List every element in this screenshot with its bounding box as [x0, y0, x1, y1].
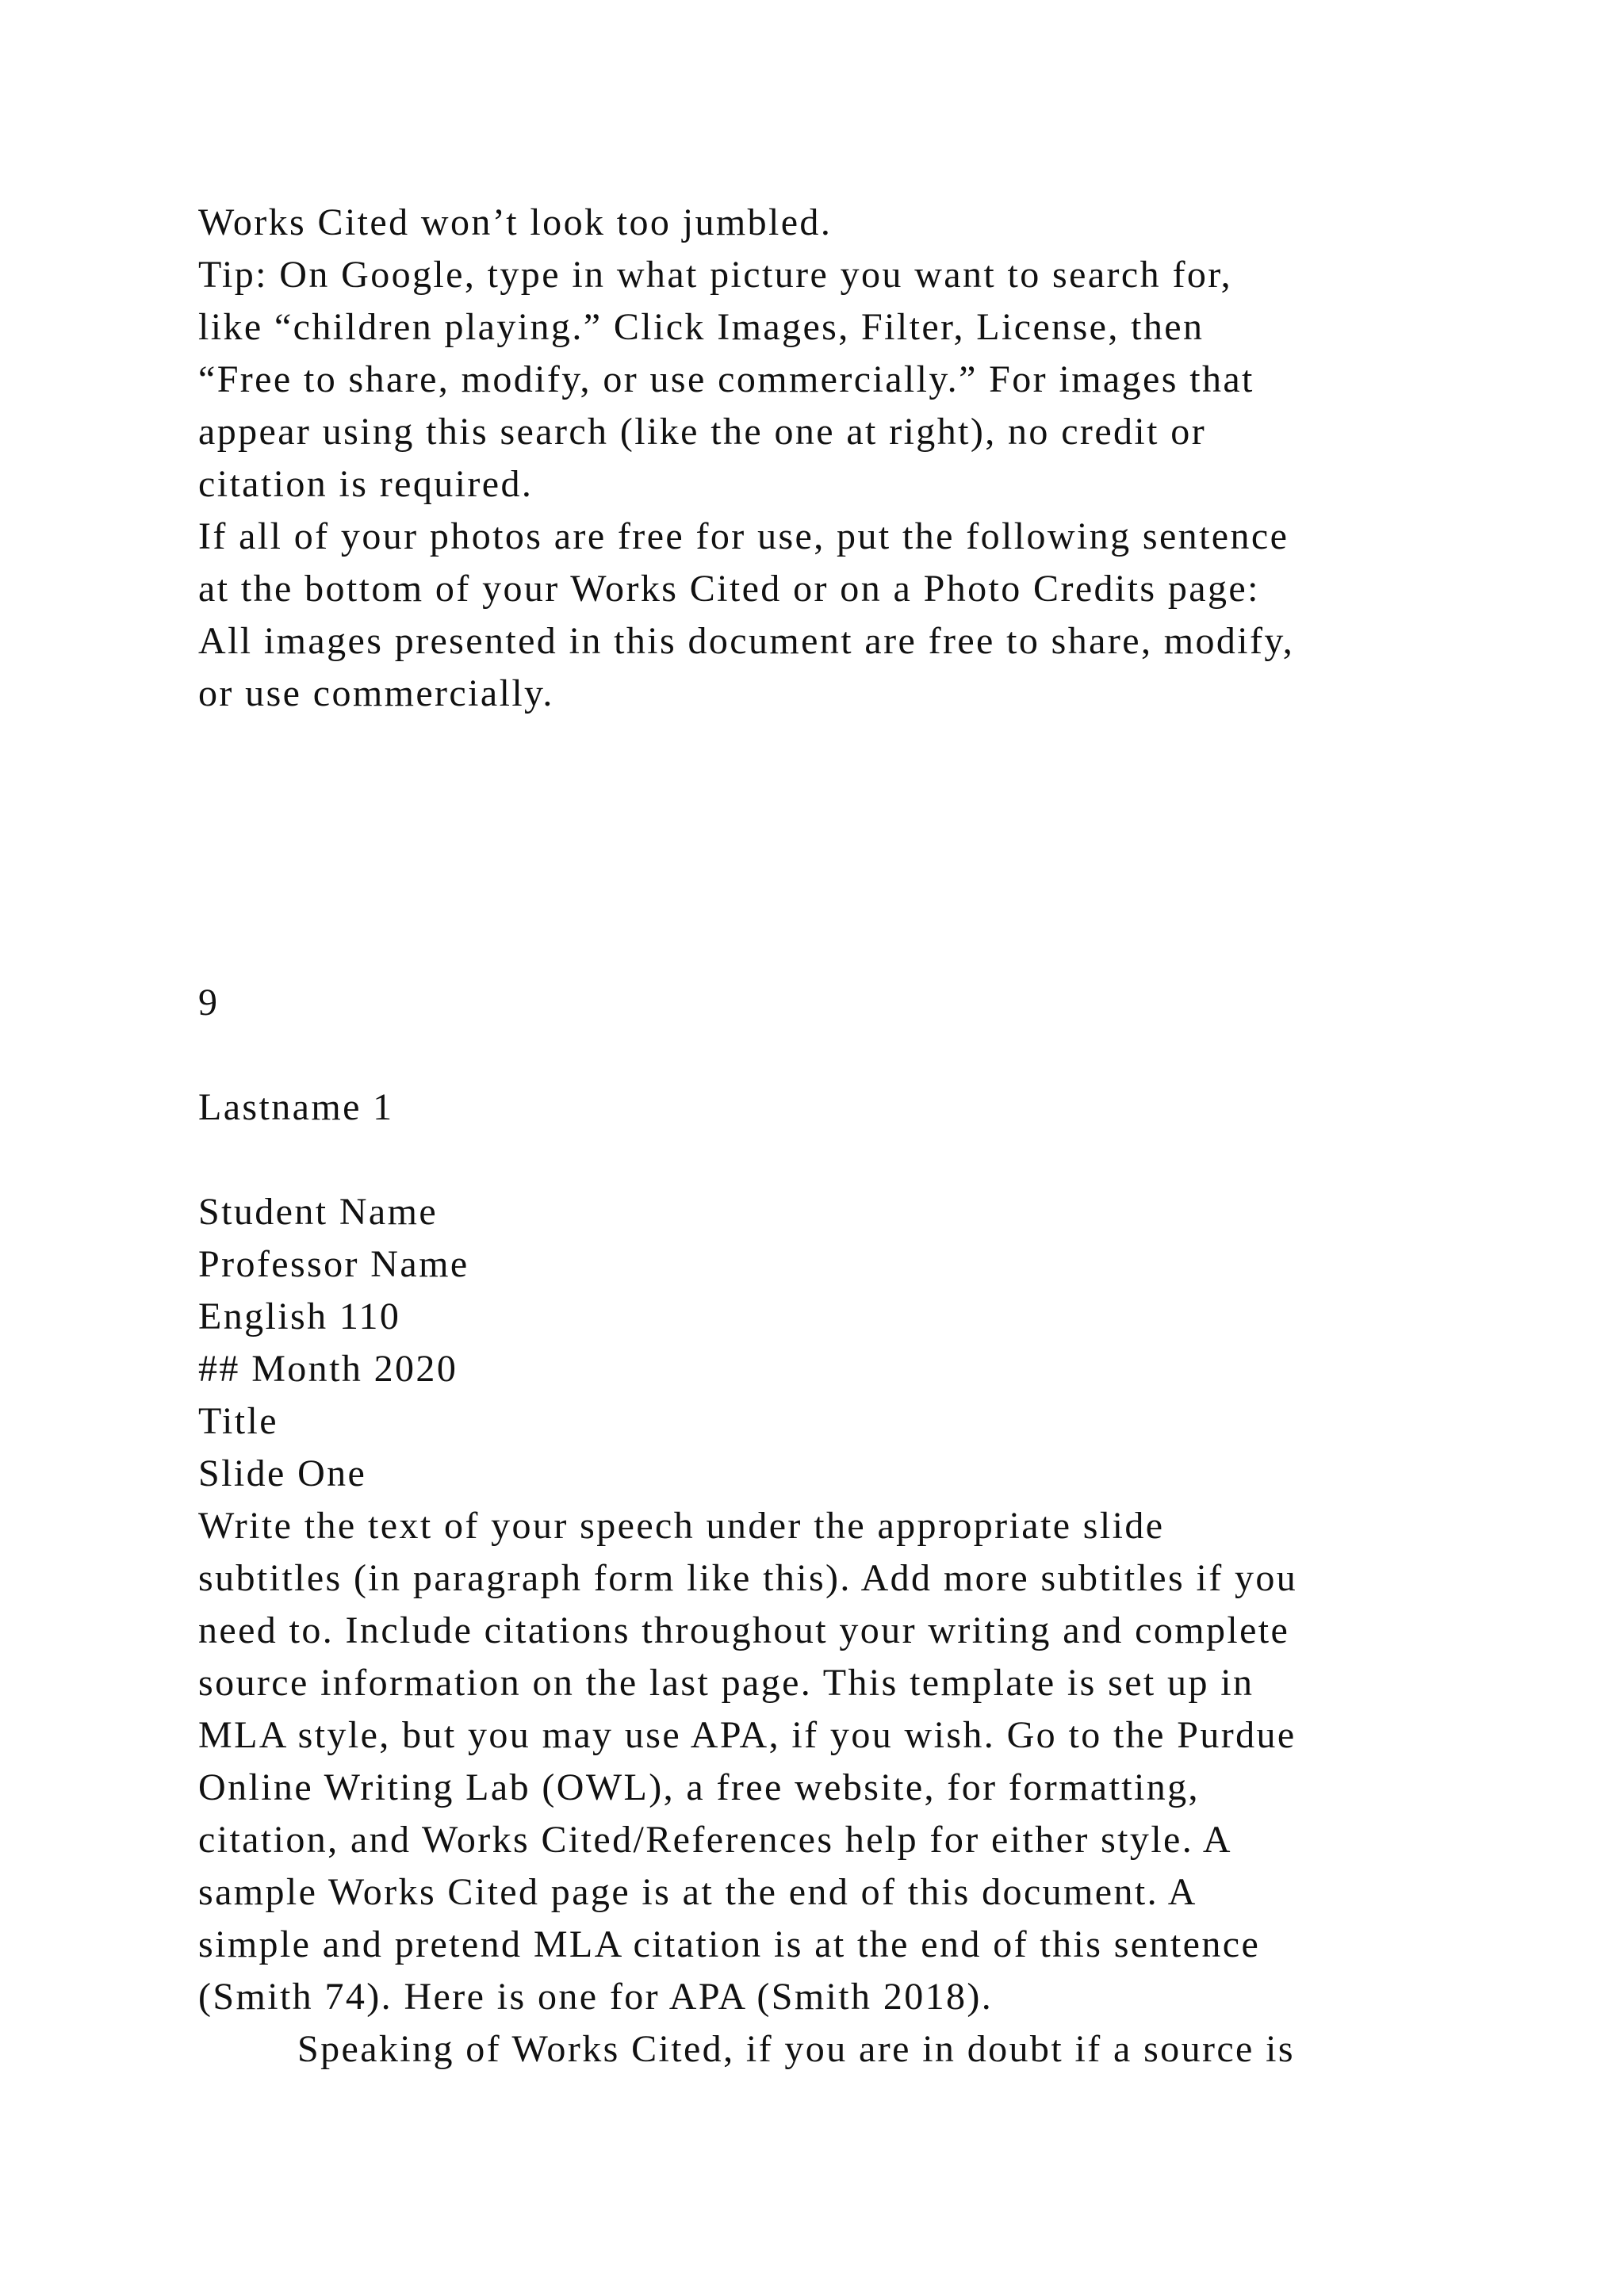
text-line: Works Cited won’t look too jumbled.	[198, 201, 833, 243]
body-line: Online Writing Lab (OWL), a free website, for formatting,	[198, 1766, 1200, 1808]
date-line: ## Month 2020	[198, 1348, 458, 1390]
text-line: like “children playing.” Click Images, Filter, License, then	[198, 306, 1205, 348]
document-title: Title	[198, 1400, 278, 1442]
body-line: Write the text of your speech under the appropriate slide	[198, 1505, 1165, 1547]
page-number: 9	[198, 982, 220, 1024]
header-section	[198, 1081, 1546, 1134]
text-line: at the bottom of your Works Cited or on a Photo Credits page:	[198, 568, 1260, 610]
body-line: MLA style, but you may use APA, if you wish. Go to the Purdue	[198, 1714, 1297, 1756]
text-line: All images presented in this document are free to share, modify,	[198, 620, 1295, 662]
page-number-section	[198, 977, 1546, 1029]
text-line: Tip: On Google, type in what picture you want to search for,	[198, 254, 1233, 296]
course-name: English 110	[198, 1295, 401, 1337]
body-line-indented: Speaking of Works Cited, if you are in doubt if a source is	[297, 2028, 1295, 2070]
text-line: or use commercially.	[198, 672, 554, 714]
body-section	[198, 1186, 1546, 2076]
text-line: If all of your photos are free for use, put the following sentence	[198, 515, 1289, 557]
body-line: source information on the last page. This template is set up in	[198, 1662, 1254, 1704]
running-header: Lastname 1	[198, 1086, 394, 1128]
text-line: “Free to share, modify, or use commercially.” For images that	[198, 358, 1254, 400]
professor-name: Professor Name	[198, 1243, 469, 1285]
body-line: (Smith 74). Here is one for APA (Smith 2018).	[198, 1976, 994, 2018]
student-name: Student Name	[198, 1191, 439, 1233]
text-line: citation is required.	[198, 463, 534, 505]
body-line: need to. Include citations throughout your writing and complete	[198, 1609, 1290, 1651]
body-line: subtitles (in paragraph form like this). Add more subtitles if you	[198, 1557, 1298, 1599]
text-line: appear using this search (like the one at right), no credit or	[198, 411, 1207, 453]
body-line: simple and pretend MLA citation is at the end of this sentence	[198, 1923, 1261, 1965]
body-line: citation, and Works Cited/References help for either style. A	[198, 1819, 1232, 1861]
top-section	[198, 197, 1546, 720]
slide-subtitle: Slide One	[198, 1452, 367, 1494]
body-line: sample Works Cited page is at the end of this document. A	[198, 1871, 1197, 1913]
